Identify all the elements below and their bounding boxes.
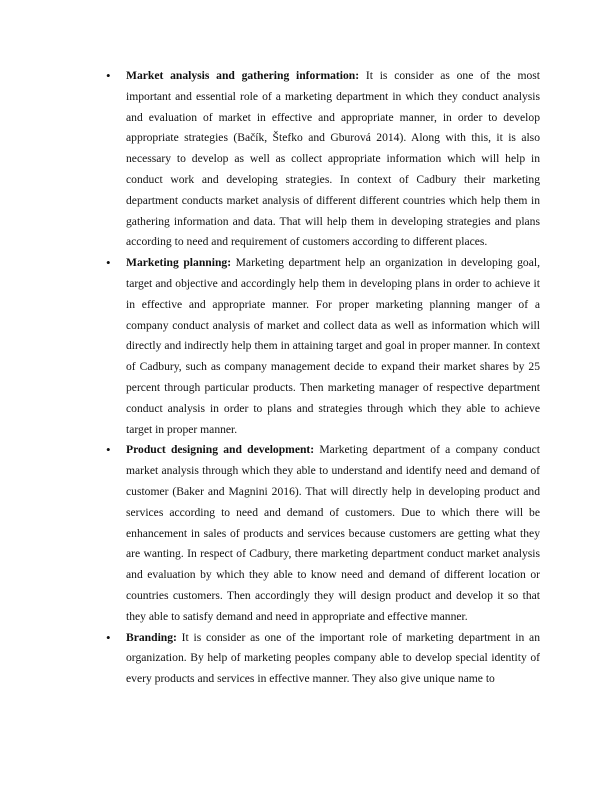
bullet-marker: • <box>106 68 111 83</box>
list-item-market-analysis <box>106 66 540 253</box>
item-text: Marketing department help an organization in developing goal, target and objective and accordingly help them in developing plans in order to achieve it in effective and appropriate manner. For proper marketing planning manger of a company conduct analysis of market and collect data as well as information which will directly and indirectly help them in attaining target and goal in proper manner. In context of Cadbury, such as company management decide to expand their market shares by 25 percent through particular products. Then marketing manager of respective department conduct analysis in order to plans and strategies through which they able to achieve target in proper manner. <box>126 256 540 436</box>
item-heading: Marketing planning: <box>126 256 232 270</box>
item-text: It is consider as one of the important role of marketing department in an organization. By help of marketing peoples company able to develop special identity of every products and services in effective manner. They also give unique name to <box>126 630 540 686</box>
bullet-marker: • <box>106 442 111 458</box>
item-heading: Product designing and development: <box>126 443 315 457</box>
bullet-marker: • <box>106 255 111 271</box>
list-item-product-design <box>106 440 540 627</box>
list-item-branding <box>106 628 540 690</box>
item-heading: Market analysis and gathering information: <box>126 69 360 82</box>
item-heading: Branding: <box>126 630 177 644</box>
item-text: It is consider as one of the most important and essential role of a marketing department in which they conduct analysis and evaluation of market in effective and appropriate manner, in order to develop appropriate strategies (Bačík, Štefko and Gburová 2014). Along with this, it is also necessary to develop as well as collect appropriate information which will help in conduct work and developing strategies. In context of Cadbury their marketing department conducts market analysis of different different countries which help them in gathering information and data. That will help them in developing strategies and plans according to need and requirement of customers according to different places. <box>126 69 540 249</box>
document-body <box>106 66 540 690</box>
bullet-marker: • <box>106 629 111 645</box>
item-text: Marketing department of a company conduct market analysis through which they able to understand and identify need and demand of customer (Baker and Magnini 2016). That will directly help in developing product and services according to need and demand of customers. Due to which there will be enhancement in sales of products and services because customers are getting what they are wanting. In respect of Cadbury, there marketing department conduct market analysis and evaluation by which they able to know need and demand of different location or countries customers. Then accordingly they will design product and develop it so that they able to satisfy demand and need in appropriate and effective manner. <box>126 443 540 623</box>
list-item-marketing-planning <box>106 253 540 440</box>
